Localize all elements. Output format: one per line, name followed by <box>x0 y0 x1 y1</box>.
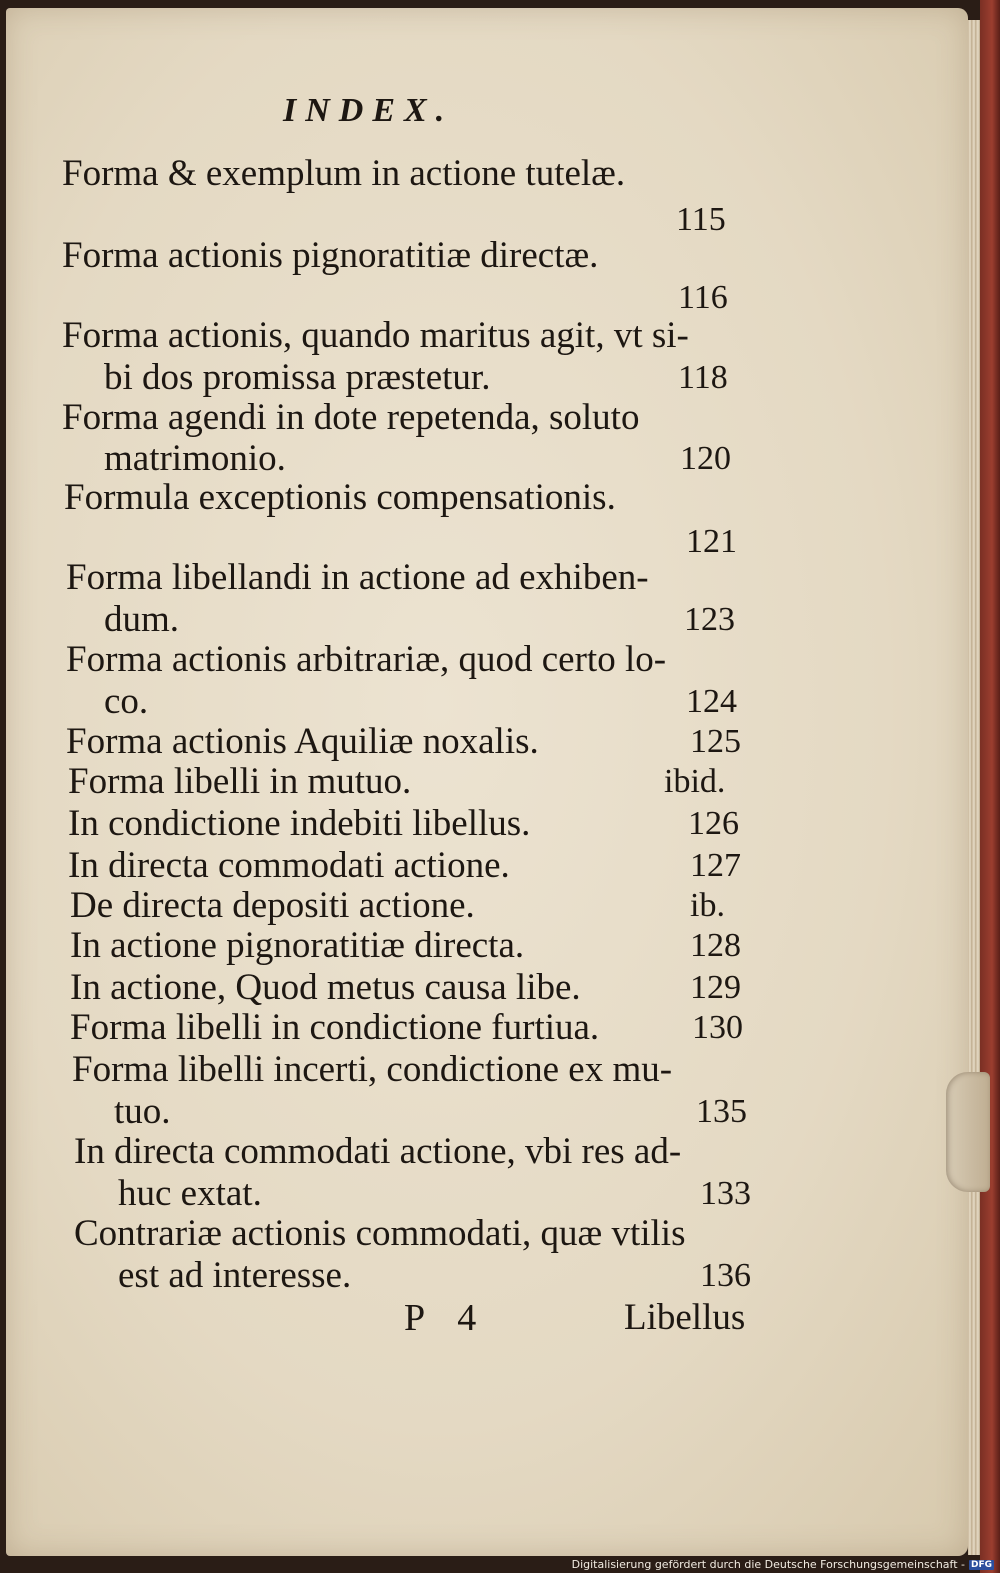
entry-page: 128 <box>690 927 741 964</box>
digitization-credit <box>572 1558 994 1571</box>
entry-line: tuo. <box>114 1091 171 1132</box>
entry-line: dum. <box>104 599 180 640</box>
entry-line: Formula exceptionis compensationis. <box>64 477 616 518</box>
entry-line: In condictione indebiti libellus. <box>68 803 531 844</box>
entry-line: Forma libelli in condictione furtiua. <box>70 1007 600 1048</box>
entry-line: huc extat. <box>118 1173 262 1214</box>
entry-page: 125 <box>690 723 741 760</box>
entry-line: Forma & exemplum in actione tutelæ. <box>62 153 626 194</box>
catchword: Libellus <box>624 1297 746 1338</box>
book-cover-edge <box>980 0 1000 1573</box>
entry-line: In actione pignoratitiæ directa. <box>70 925 525 966</box>
entry-line: est ad interesse. <box>118 1255 352 1296</box>
entry-line: In directa commodati actione, vbi res ad- <box>74 1131 682 1172</box>
entry-page: 116 <box>678 279 728 316</box>
entry-page: ibid. <box>664 763 726 800</box>
entry-line: Forma actionis Aquiliæ noxalis. <box>66 721 539 762</box>
entry-page: 136 <box>700 1257 751 1294</box>
entry-page: 118 <box>678 359 728 396</box>
entry-line: Forma agendi in dote repetenda, soluto <box>62 397 640 438</box>
entry-line: Forma actionis arbitrariæ, quod certo lo- <box>66 639 667 680</box>
running-head: INDEX. <box>283 92 454 129</box>
entry-line: In actione, Quod metus causa libe. <box>70 967 581 1008</box>
entry-line: bi dos promissa præstetur. <box>104 357 491 398</box>
entry-line: co. <box>104 681 149 722</box>
entry-page: 123 <box>684 601 735 638</box>
entry-page: 121 <box>686 523 737 560</box>
entry-line: In directa commodati actione. <box>68 845 510 886</box>
entry-line: Forma libelli incerti, condictione ex mu- <box>72 1049 673 1090</box>
entry-page: 115 <box>676 201 726 238</box>
entry-line: matrimonio. <box>104 438 286 479</box>
dfg-logo: DFG <box>970 1559 992 1570</box>
signature-mark: P 4 <box>404 1297 489 1339</box>
entry-page: 126 <box>688 805 739 842</box>
entry-page: 130 <box>692 1009 743 1046</box>
entry-page: 120 <box>680 440 731 477</box>
entry-line: Forma actionis pignoratitiæ directæ. <box>62 235 599 276</box>
entry-line: De directa depositi actione. <box>70 885 475 926</box>
entry-page: 127 <box>690 847 741 884</box>
entry-page: 135 <box>696 1093 747 1130</box>
entry-page: 129 <box>690 969 741 1006</box>
entry-line: Forma actionis, quando maritus agit, vt si- <box>62 315 689 356</box>
entry-line: Forma libellandi in actione ad exhiben- <box>66 557 649 598</box>
credit-text: Digitalisierung gefördert durch die Deutsche Forschungsgemeinschaft - <box>571 1558 965 1571</box>
entry-line: Forma libelli in mutuo. <box>68 761 412 802</box>
entry-page: 133 <box>700 1175 751 1212</box>
page-edges <box>968 20 980 1555</box>
entry-line: Contrariæ actionis commodati, quæ vtilis <box>74 1213 686 1254</box>
entry-page: 124 <box>686 683 737 720</box>
entry-page: ib. <box>690 887 725 924</box>
